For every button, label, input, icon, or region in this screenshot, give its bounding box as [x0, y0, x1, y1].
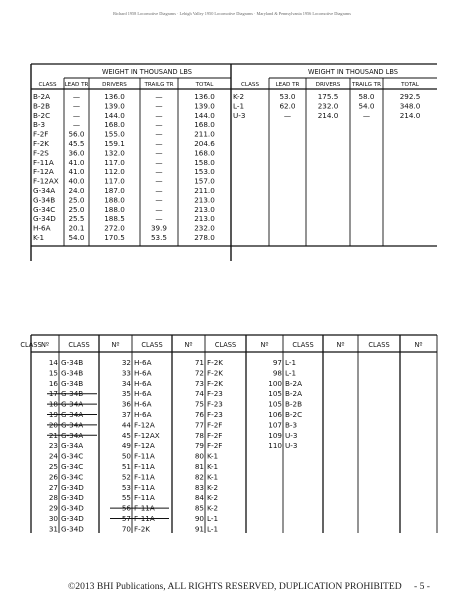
roster-header: CLASS [141, 341, 163, 349]
engine-number: 100 [268, 378, 282, 388]
engine-class: F-12AX [134, 430, 160, 440]
engine-class: G-34B [61, 358, 84, 367]
engine-class: G-34A [61, 420, 84, 430]
engine-number: 90 [194, 514, 204, 523]
weight-cell: 53.5 [150, 233, 168, 242]
weight-cell: 136.0 [194, 92, 215, 101]
column-header: LEAD TR [64, 82, 89, 88]
weight-cell: 36.0 [68, 148, 85, 158]
engine-class: F-2F [207, 430, 223, 440]
class-cell: F-2S [33, 148, 49, 158]
engine-number: 73 [194, 378, 204, 388]
engine-number: 76 [194, 410, 204, 419]
weight-cell: 170.5 [104, 233, 125, 242]
engine-number: 83 [194, 482, 204, 492]
engine-class: K-1 [207, 472, 219, 482]
weight-cell: — [155, 157, 163, 167]
engine-number: 80 [194, 451, 204, 461]
column-header: CLASS [240, 82, 260, 88]
weight-cell: 40.0 [68, 176, 85, 186]
class-cell: F-2F [33, 129, 49, 139]
roster-header: CLASS [292, 341, 314, 349]
roster-header: CLASS [214, 341, 237, 349]
engine-class: G-34D [61, 514, 84, 523]
engine-number: 18 [48, 399, 58, 409]
weight-cell: 136.0 [104, 92, 125, 101]
engine-class: F-11A [134, 472, 155, 482]
class-cell: G-34D [33, 214, 56, 224]
copyright-notice: ©2013 BHI Publications, ALL RIGHTS RESERVED, DUPLICATION PROHIBITED [68, 581, 402, 592]
weight-cell: — [155, 186, 163, 195]
weight-cell: — [155, 167, 163, 177]
weight-cell: 213.0 [194, 214, 215, 224]
roster-table-scan [20, 335, 437, 534]
engine-number: 21 [48, 430, 58, 440]
engine-number: 57 [121, 514, 131, 523]
engine-class: F-23 [207, 389, 223, 399]
engine-number: 105 [268, 389, 282, 399]
weight-cell: 144.0 [104, 110, 125, 120]
engine-number: 34 [121, 378, 131, 388]
weight-cell: 278.0 [194, 233, 215, 242]
weight-cell: 24.0 [68, 186, 85, 195]
engine-number: 51 [121, 462, 131, 471]
engine-number: 31 [48, 524, 58, 534]
engine-class: G-34B [61, 389, 84, 399]
class-cell: K-2 [233, 92, 245, 101]
weight-cell: 159.1 [104, 139, 125, 148]
roster-header: Nº [414, 341, 423, 349]
weight-cell: 188.5 [104, 214, 125, 224]
engine-number: 107 [268, 420, 282, 430]
class-cell: F-12AX [33, 176, 59, 186]
engine-number: 110 [268, 441, 282, 451]
engine-number: 91 [194, 524, 204, 534]
engine-number: 27 [48, 482, 58, 492]
engine-class: B-2C [285, 410, 303, 419]
engine-class: K-2 [207, 493, 219, 503]
roster-header: Nº [336, 341, 345, 349]
engine-class: G-34A [61, 410, 84, 419]
page-number: - 5 - [414, 581, 430, 592]
engine-class: G-34C [61, 451, 84, 461]
weight-cell: 204.6 [194, 139, 215, 148]
engine-class: G-34D [61, 524, 84, 534]
weight-cell: — [72, 110, 81, 120]
weight-cell: — [155, 139, 163, 148]
class-cell: B-2A [33, 92, 51, 101]
engine-class: B-2A [285, 389, 303, 399]
engine-class: G-34D [61, 493, 84, 503]
engine-number: 32 [121, 358, 131, 367]
engine-number: 70 [121, 524, 131, 534]
group-header: WEIGHT IN THOUSAND LBS [308, 68, 398, 76]
engine-number: 36 [121, 399, 131, 409]
class-cell: F-12A [33, 167, 54, 177]
engine-class: K-1 [207, 451, 219, 461]
weight-cell: 117.0 [104, 157, 125, 167]
column-header: DRIVERS [315, 82, 341, 88]
engine-class: F-2F [207, 441, 223, 451]
weight-cell: — [155, 129, 163, 139]
engine-number: 72 [194, 368, 204, 378]
roster-header: Nº [184, 341, 193, 349]
weight-cell: 112.0 [104, 167, 125, 177]
class-cell: G-34A [33, 186, 56, 195]
column-header: DRIVERS [102, 82, 127, 88]
engine-class: G-34C [61, 462, 84, 471]
engine-number: 53 [121, 482, 131, 492]
engine-class: H-6A [134, 399, 152, 409]
engine-class: F-12A [134, 420, 155, 430]
engine-number: 23 [48, 441, 58, 451]
roster-header: CLASS [368, 341, 390, 349]
class-cell: H-6A [33, 223, 51, 233]
engine-number: 78 [194, 430, 204, 440]
class-cell: K-1 [33, 233, 45, 242]
weight-cell: 168.0 [194, 120, 215, 130]
engine-class: B-2A [285, 378, 303, 388]
engine-number: 71 [194, 358, 204, 367]
engine-class: G-34B [61, 378, 84, 388]
class-cell: G-34C [33, 204, 56, 214]
weight-cell: — [72, 92, 81, 101]
column-header: LEAD TR [275, 82, 300, 88]
engine-number: 50 [121, 451, 131, 461]
weight-cell: 39.9 [150, 223, 168, 233]
engine-class: F-2F [207, 420, 223, 430]
engine-number: 81 [194, 462, 204, 471]
weight-cell: 54.0 [358, 101, 375, 111]
weight-cell: 188.0 [104, 204, 125, 214]
running-header: Richard 1958 Locomotive Diagrams · Lehigh Valley 1950 Locomotive Diagrams · Maryland & Pennsylvania 1956 Locomotive Diagrams [113, 11, 351, 16]
engine-class: F-23 [207, 399, 223, 409]
class-cell: L-1 [233, 101, 245, 111]
engine-number: 19 [48, 410, 58, 419]
engine-class: L-1 [285, 368, 297, 378]
weight-cell: — [155, 195, 163, 205]
weight-cell: 54.0 [68, 233, 85, 242]
weight-cell: 211.0 [194, 129, 215, 139]
class-cell: F-11A [33, 157, 54, 167]
weight-cell: — [155, 148, 163, 158]
engine-number: 85 [194, 503, 204, 513]
roster-header: Nº [260, 341, 269, 349]
roster-header: Nº [40, 341, 50, 349]
engine-number: 44 [121, 420, 131, 430]
engine-class: U-3 [285, 441, 298, 451]
class-cell: B-2B [33, 101, 51, 111]
engine-class: G-34A [61, 441, 84, 451]
class-cell: F-2K [33, 139, 50, 148]
engine-number: 105 [268, 399, 282, 409]
engine-class: L-1 [207, 524, 219, 534]
weights-table-scan [31, 64, 437, 261]
weight-cell: 168.0 [194, 148, 215, 158]
weight-cell: 232.0 [317, 101, 339, 111]
engine-class: G-34A [61, 399, 84, 409]
engine-number: 25 [48, 462, 58, 471]
weight-cell: — [362, 110, 371, 120]
weight-cell: — [155, 92, 163, 101]
engine-class: K-2 [207, 503, 219, 513]
engine-number: 37 [121, 410, 131, 419]
engine-class: G-34A [61, 430, 84, 440]
column-header: CLASS [38, 82, 57, 88]
engine-number: 35 [121, 389, 131, 399]
engine-number: 106 [268, 410, 282, 419]
weight-cell: 214.0 [399, 110, 421, 120]
engine-number: 17 [48, 389, 58, 399]
engine-number: 97 [272, 358, 282, 367]
engine-class: G-34D [61, 503, 84, 513]
weight-cell: 188.0 [104, 195, 125, 205]
engine-class: F-2K [207, 358, 224, 367]
weight-cell: — [155, 120, 163, 130]
weight-cell: 168.0 [104, 120, 125, 130]
engine-class: F-11A [134, 493, 155, 503]
engine-class: H-6A [134, 368, 152, 378]
weight-cell: — [283, 110, 292, 120]
engine-class: H-6A [134, 358, 152, 367]
column-header: TOTAL [401, 82, 419, 88]
engine-class: H-6A [134, 378, 152, 388]
weight-cell: — [72, 101, 81, 111]
weight-cell: 187.0 [104, 186, 125, 195]
weights-table [31, 64, 437, 261]
engine-number: 55 [121, 493, 131, 503]
weight-cell: 139.0 [104, 101, 125, 111]
engine-number: 14 [48, 358, 58, 367]
engine-class: G-34C [61, 472, 84, 482]
weight-cell: 25.0 [68, 204, 85, 214]
class-cell: U-3 [233, 110, 246, 120]
weight-cell: 214.0 [317, 110, 339, 120]
engine-number: 28 [48, 493, 58, 503]
weight-cell: 132.0 [104, 148, 125, 158]
class-cell: B-3 [33, 120, 46, 130]
group-header: WEIGHT IN THOUSAND LBS [102, 68, 192, 76]
column-header: TRAILG TR [144, 82, 174, 88]
engine-number: 30 [48, 514, 58, 523]
engine-class: F-11A [134, 462, 155, 471]
engine-number: 98 [272, 368, 282, 378]
weight-cell: 292.5 [399, 92, 421, 101]
weight-cell: 155.0 [104, 129, 125, 139]
engine-number: 56 [121, 503, 131, 513]
weight-cell: 58.0 [358, 92, 375, 101]
weight-cell: 56.0 [68, 129, 85, 139]
engine-number: 26 [48, 472, 58, 482]
engine-class: L-1 [207, 514, 219, 523]
engine-class: G-34B [61, 368, 84, 378]
weight-cell: 158.0 [194, 157, 215, 167]
engine-class: B-2B [285, 399, 303, 409]
engine-number: 109 [268, 430, 282, 440]
engine-number: 52 [121, 472, 131, 482]
weight-cell: — [72, 120, 81, 130]
weight-cell: 144.0 [194, 110, 215, 120]
engine-class: F-11A [134, 514, 155, 523]
weight-cell: 25.5 [68, 214, 85, 224]
weight-cell: 41.0 [68, 157, 85, 167]
engine-class: F-12A [134, 441, 155, 451]
weight-cell: 139.0 [194, 101, 215, 111]
weight-cell: 20.1 [68, 223, 85, 233]
engine-class: K-1 [207, 462, 219, 471]
engine-number: 74 [194, 389, 204, 399]
weight-cell: 213.0 [194, 195, 215, 205]
engine-class: K-2 [207, 482, 219, 492]
weight-cell: — [155, 204, 163, 214]
class-cell: G-34B [33, 195, 56, 205]
weight-cell: 41.0 [68, 167, 85, 177]
roster-table [20, 335, 437, 534]
engine-number: 84 [194, 493, 204, 503]
weight-cell: 348.0 [399, 101, 421, 111]
roster-header: CLASS [68, 341, 90, 349]
engine-class: F-11A [134, 451, 155, 461]
engine-number: 15 [48, 368, 58, 378]
engine-number: 29 [48, 503, 58, 513]
weight-cell: 53.0 [279, 92, 296, 101]
engine-class: H-6A [134, 410, 152, 419]
weight-cell: — [155, 176, 163, 186]
engine-number: 16 [48, 378, 58, 388]
weight-cell: 272.0 [104, 223, 125, 233]
engine-number: 75 [194, 399, 204, 409]
engine-class: F-2K [134, 524, 151, 534]
weight-cell: 153.0 [194, 167, 215, 177]
engine-number: 82 [194, 472, 204, 482]
weight-cell: 62.0 [279, 101, 296, 111]
engine-class: F-2K [207, 378, 224, 388]
engine-class: G-34D [61, 482, 84, 492]
weight-cell: 213.0 [194, 204, 215, 214]
engine-number: 33 [121, 368, 131, 378]
engine-class: F-2K [207, 368, 224, 378]
engine-class: F-11A [134, 503, 155, 513]
engine-number: 45 [121, 430, 131, 440]
engine-number: 20 [48, 420, 58, 430]
class-cell: B-2C [33, 110, 51, 120]
engine-class: L-1 [285, 358, 297, 367]
weight-cell: 232.0 [194, 223, 215, 233]
engine-number: 49 [121, 441, 131, 451]
engine-number: 79 [194, 441, 204, 451]
engine-class: U-3 [285, 430, 298, 440]
engine-number: 24 [48, 451, 58, 461]
engine-number: 77 [194, 420, 204, 430]
weight-cell: 157.0 [194, 176, 215, 186]
weight-cell: 175.5 [317, 92, 339, 101]
column-header: TRAILG TR [351, 82, 382, 88]
engine-class: B-3 [285, 420, 298, 430]
weight-cell: — [155, 214, 163, 224]
engine-class: F-23 [207, 410, 223, 419]
column-header: TOTAL [195, 82, 214, 88]
roster-header: Nº [111, 341, 120, 349]
weight-cell: — [155, 101, 163, 111]
weight-cell: 211.0 [194, 186, 215, 195]
engine-class: H-6A [134, 389, 152, 399]
weight-cell: 25.0 [68, 195, 85, 205]
weight-cell: 45.5 [68, 139, 85, 148]
roster-header: CLASS [20, 341, 42, 349]
engine-class: F-11A [134, 482, 155, 492]
weight-cell: — [155, 110, 163, 120]
weight-cell: 117.0 [104, 176, 125, 186]
